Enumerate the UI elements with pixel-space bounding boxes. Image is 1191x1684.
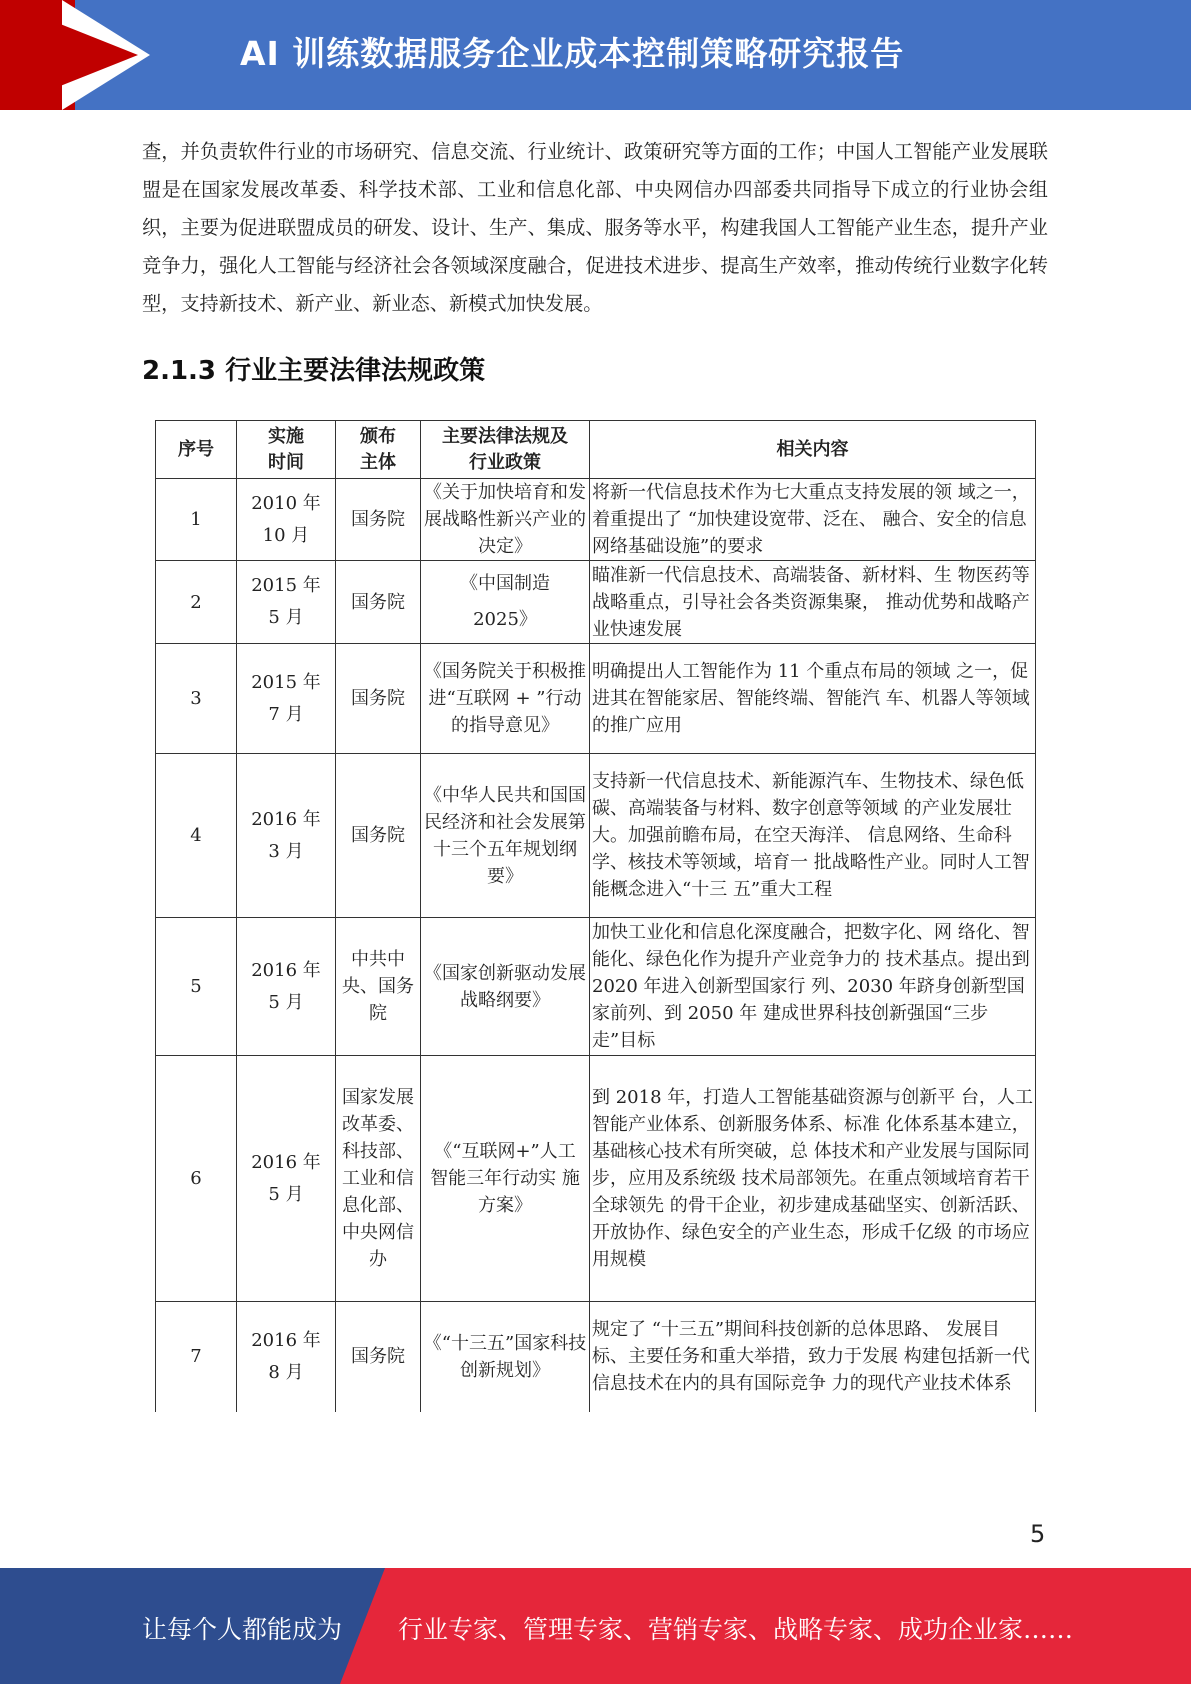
cell-date-text: 2016 年 3 月 — [251, 808, 321, 862]
header-red-chevron — [0, 0, 138, 110]
footer-slogan-left: 让每个人都能成为 — [142, 1615, 343, 1644]
cell-date — [237, 918, 336, 1056]
cell-date — [237, 1056, 336, 1302]
cell-content: 加快工业化和信息化深度融合，把数字化、网 络化、智能化、绿色化作为提升产业竞争力的 技术基点。提出到 2020 年进入创新型国家行 列、2030 年跻身创新型国家前列、到 2050 年 建成世界科技创新强国“三步走”目标 — [590, 918, 1036, 1056]
cell-date — [237, 1302, 336, 1412]
section-heading: 2.1.3 行业主要法律法规政策 — [142, 356, 486, 386]
cell-issuer: 中共中央、国务院 — [336, 918, 421, 1056]
header-content: 相关内容 — [590, 421, 1036, 479]
cell-content: 规定了 “十三五”期间科技创新的总体思路、 发展目标、主要任务和重大举措，致力于发展 构建包括新一代信息技术在内的具有国际竞争 力的现代产业技术体系 — [590, 1302, 1036, 1412]
table-row — [156, 479, 1036, 561]
cell-policy: 《“互联网+”人工 智能三年行动实 施方案》 — [421, 1056, 590, 1302]
report-title: AI 训练数据服务企业成本控制策略研究报告 — [240, 34, 905, 73]
cell-index: 7 — [156, 1302, 237, 1412]
cell-issuer: 国家发展改革委、科技部、工业和信息化部、中央网信办 — [336, 1056, 421, 1302]
table-row — [156, 918, 1036, 1056]
cell-issuer: 国务院 — [336, 1302, 421, 1412]
cell-date — [237, 479, 336, 561]
page-number: 5 — [1030, 1520, 1046, 1548]
cell-date-text: 2016 年 8 月 — [251, 1329, 321, 1383]
table-header-row — [156, 421, 1036, 479]
header-index: 序号 — [156, 421, 237, 479]
cell-policy — [421, 561, 590, 644]
table-row — [156, 1056, 1036, 1302]
cell-index: 3 — [156, 644, 237, 754]
cell-policy: 《“十三五”国家科技创新规划》 — [421, 1302, 590, 1412]
cell-date-text: 2016 年 5 月 — [251, 959, 321, 1013]
cell-issuer: 国务院 — [336, 561, 421, 644]
cell-date-text: 2010 年 10 月 — [251, 492, 321, 546]
table-row — [156, 644, 1036, 754]
page-footer — [0, 1568, 1191, 1684]
cell-index: 5 — [156, 918, 237, 1056]
header-issuer — [336, 421, 421, 479]
cell-content: 将新一代信息技术作为七大重点支持发展的领 域之一，着重提出了 “加快建设宽带、泛在、 融合、安全的信息网络基础设施”的要求 — [590, 479, 1036, 561]
cell-content: 明确提出人工智能作为 11 个重点布局的领域 之一，促进其在智能家居、智能终端、智能汽 车、机器人等领域的推广应用 — [590, 644, 1036, 754]
cell-issuer: 国务院 — [336, 754, 421, 918]
cell-date — [237, 561, 336, 644]
header-policy-label: 主要法律法规及 行业政策 — [442, 425, 568, 473]
cell-index: 4 — [156, 754, 237, 918]
table-row — [156, 561, 1036, 644]
cell-date-text: 2016 年 5 月 — [251, 1151, 321, 1205]
cell-date — [237, 754, 336, 918]
table-row — [156, 754, 1036, 918]
cell-policy-text: 《中国制造 2025》 — [460, 573, 550, 630]
header-date — [237, 421, 336, 479]
cell-date — [237, 644, 336, 754]
intro-paragraph: 查，并负责软件行业的市场研究、信息交流、行业统计、政策研究等方面的工作；中国人工智能产业发展联盟是在国家发展改革委、科学技术部、工业和信息化部、中央网信办四部委共同指导下成立的行业协会组织，主要为促进联盟成员的研发、设计、生产、集成、服务等水平，构建我国人工智能产业生态，提升产业竞争力，强化人工智能与经济社会各领域深度融合，促进技术进步、提高生产效率，推动传统行业数字化转型，支持新技术、新产业、新业态、新模式加快发展。 — [142, 140, 1048, 315]
cell-policy: 《关于加快培育和发展战略性新兴产业的决定》 — [421, 479, 590, 561]
cell-content: 支持新一代信息技术、新能源汽车、生物技术、绿色低碳、高端装备与材料、数字创意等领域 的产业发展壮大。加强前瞻布局，在空天海洋、 信息网络、生命科学、核技术等领域，培育一 批战略性产业。同时人工智能概念进入“十三 五”重大工程 — [590, 754, 1036, 918]
header-policy — [421, 421, 590, 479]
cell-date-text: 2015 年 7 月 — [251, 671, 321, 725]
policy-table — [155, 420, 1036, 1412]
cell-policy: 《国务院关于积极推进“互联网 + ”行动的指导意见》 — [421, 644, 590, 754]
cell-date-text: 2015 年 5 月 — [251, 575, 321, 628]
cell-issuer: 国务院 — [336, 644, 421, 754]
cell-policy: 《中华人民共和国国民经济和社会发展第十三个五年规划纲要》 — [421, 754, 590, 918]
cell-index: 6 — [156, 1056, 237, 1302]
header-issuer-label: 颁布 主体 — [360, 425, 396, 473]
header-date-label: 实施 时间 — [268, 425, 304, 473]
cell-content: 瞄准新一代信息技术、高端装备、新材料、生 物医药等战略重点，引导社会各类资源集聚， 推动优势和战略产业快速发展 — [590, 561, 1036, 644]
cell-content: 到 2018 年，打造人工智能基础资源与创新平 台，人工智能产业体系、创新服务体系、标准 化体系基本建立，基础核心技术有所突破，总 体技术和产业发展与国际同步，应用及系统级 技术局部领先。在重点领域培育若干全球领先 的骨干企业，初步建成基础坚实、创新活跃、 开放协作、绿色安全的产业生态，形成千亿级 的市场应用规模 — [590, 1056, 1036, 1302]
cell-index: 2 — [156, 561, 237, 644]
footer-slogan-right: 行业专家、管理专家、营销专家、战略专家、成功企业家…… — [398, 1615, 1074, 1644]
table-row — [156, 1302, 1036, 1412]
cell-issuer: 国务院 — [336, 479, 421, 561]
cell-policy: 《国家创新驱动发展战略纲要》 — [421, 918, 590, 1056]
cell-index: 1 — [156, 479, 237, 561]
page-header — [0, 0, 1191, 110]
